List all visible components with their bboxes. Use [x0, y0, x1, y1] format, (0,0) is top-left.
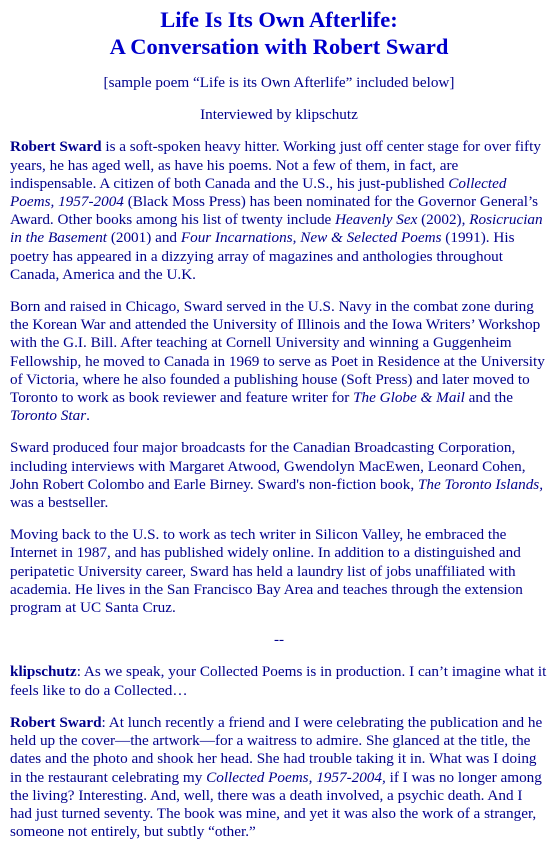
text-run: (Black Moss Press) has been nominated for the Governor General’s Award. Other books among his list of twenty include — [10, 193, 539, 229]
text-run: Born and raised in Chicago, Sward served in the U.S. Navy in the combat zone during the Korean War and attended the University of Illinois and the Iowa Writers’ Workshop with the G.I. Bill. After teaching at Cornell University and winning a Guggenheim Fellowship, he moved to Canada in 1969 to serve as Poet in Residence at the University of Victoria, where he also founded a publishing house (Soft Press) and later moved to Toronto to work as book reviewer and feature writer for — [10, 298, 545, 407]
text-run: (2001) and — [107, 229, 181, 247]
text-run: is a soft-spoken heavy hitter. Working just off center stage for over fifty years, he has aged well, as have his poems. Not a few of them, in fact, are indispensable. A citizen of both Canada and the U.S., his just-published — [10, 138, 541, 192]
text-run: was a bestseller. — [10, 494, 109, 512]
text-run: (2002), — [417, 211, 470, 229]
speaker-name: klipschutz — [10, 663, 77, 681]
book-title: Four Incarnations, New & Selected Poems — [180, 229, 442, 247]
text-run: . — [86, 407, 90, 425]
speaker-name: Robert Sward — [10, 713, 102, 731]
book-title: Heavenly Sex — [335, 211, 418, 229]
book-title: Collected Poems, 1957-2004 — [10, 174, 507, 211]
text-run: and the — [464, 389, 513, 407]
text-run: Sward produced four major broadcasts for the Canadian Broadcasting Corporation, including interviews with Margaret Atwood, Gwendolyn MacEwen, Leonard Cohen, John Robert Colombo and Earle Birney. Sward's non-fiction book, — [10, 439, 526, 493]
interview-answer — [10, 714, 548, 841]
section-separator: -- — [273, 631, 285, 649]
text-run: : At lunch recently a friend and I were celebrating the publication and he held up the cover—the artwork—for a waitress to admire. She glanced at the title, the dates and the photo and shook her head. She had trouble taking it in. What was I doing in the restaurant celebrating my — [10, 713, 543, 786]
intro-paragraph-3 — [10, 439, 548, 512]
text-run: Moving back to the U.S. to work as tech writer in Silicon Valley, he embraced the Internet in 1987, and has published widely online. In addition to a distinguished and peripatetic University career, Sward has held a laundry list of jobs unaffiliated with academia. He lives in the San Francisco Bay Area and teaches through the extension program at UC Santa Cruz. — [10, 526, 523, 617]
book-title: The Toronto Islands, — [417, 475, 544, 493]
text-run: if I was no longer among the living? Interesting. And, well, there was a death involved, a psychic death. And I had just turned seventy. The book was mine, and yet it was also the work of a stranger, someone not entirely, but subtly “other.” — [10, 768, 542, 841]
publication-title: The Globe & Mail — [353, 389, 465, 407]
byline: Interviewed by klipschutz — [200, 106, 358, 124]
sample-poem-note: [sample poem “Life is its Own Afterlife” included below] — [103, 74, 455, 91]
intro-paragraph-1 — [10, 138, 548, 284]
intro-paragraph-4 — [10, 526, 548, 617]
publication-title: Toronto Star — [10, 407, 87, 425]
subject-name: Robert Sward — [10, 138, 102, 156]
title-line-1: Life Is Its Own Afterlife: — [160, 7, 398, 32]
text-run: (1991). His poetry has appeared in a dizzying array of magazines and anthologies throughout Canada, America and the U.K. — [10, 229, 515, 283]
page-title — [10, 6, 548, 60]
interview-question — [10, 663, 548, 699]
title-line-2: A Conversation with Robert Sward — [109, 34, 449, 59]
intro-paragraph-2 — [10, 298, 548, 425]
book-title: Rosicrucian in the Basement — [10, 211, 543, 247]
book-title: Collected Poems, 1957-2004, — [206, 768, 386, 786]
text-run: : As we speak, your Collected Poems is in production. I can’t imagine what it feels like to do a Collected… — [10, 663, 547, 699]
